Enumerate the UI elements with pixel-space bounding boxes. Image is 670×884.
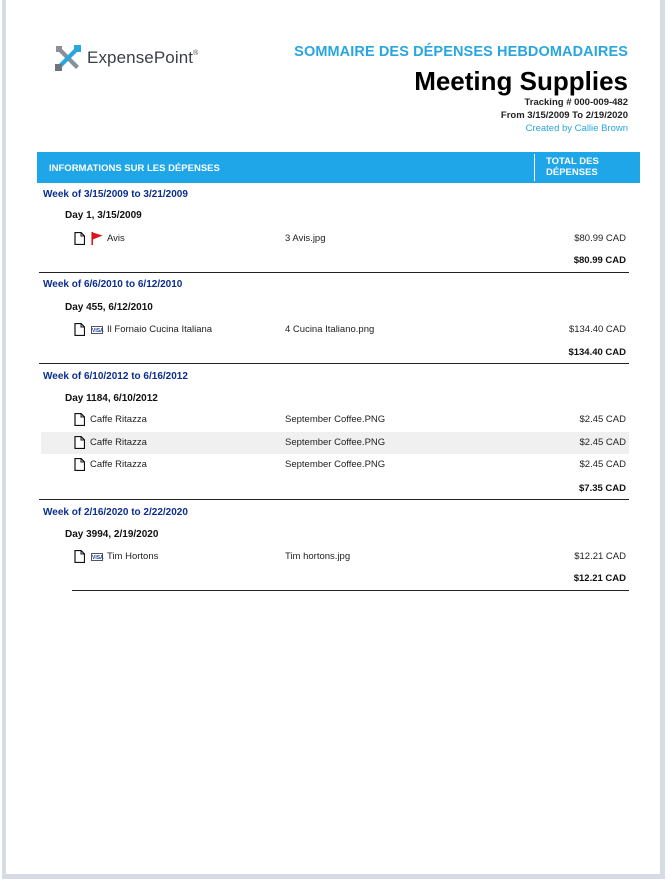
column-divider — [534, 154, 535, 181]
section-divider — [39, 363, 629, 364]
column-header-total: TOTAL DES DÉPENSES — [546, 156, 599, 178]
week-title: Week of 6/6/2010 to 6/12/2010 — [43, 279, 183, 290]
report-header — [294, 44, 628, 134]
week-subtotal: $12.21 CAD — [573, 573, 626, 584]
brand-name: ExpensePoint® — [87, 48, 199, 67]
expense-row[interactable] — [41, 432, 629, 454]
brand-logo — [54, 44, 198, 72]
expense-amount: $2.45 CAD — [579, 459, 626, 470]
receipt-file[interactable]: September Coffee.PNG — [285, 459, 386, 470]
day-title: Day 3994, 2/19/2020 — [65, 529, 159, 540]
column-header-info: INFORMATIONS SUR LES DÉPENSES — [49, 163, 220, 174]
expense-row[interactable] — [41, 546, 629, 568]
document-icon[interactable] — [74, 323, 85, 336]
receipt-file[interactable]: September Coffee.PNG — [285, 414, 386, 425]
document-icon[interactable] — [74, 436, 85, 449]
week-subtotal: $80.99 CAD — [573, 255, 626, 266]
receipt-file[interactable]: 3 Avis.jpg — [285, 233, 326, 244]
expense-row[interactable] — [41, 409, 629, 431]
expense-amount: $12.21 CAD — [574, 551, 626, 562]
visa-card-icon: VISA — [92, 555, 104, 561]
day-title: Day 1, 3/15/2009 — [65, 210, 142, 221]
vendor-name: Caffe Ritazza — [90, 459, 147, 470]
section-divider — [72, 590, 629, 591]
expense-row[interactable] — [41, 319, 629, 341]
flag-icon — [91, 232, 103, 245]
vendor-name: Caffe Ritazza — [90, 437, 147, 448]
document-icon[interactable] — [74, 458, 85, 471]
date-range: From 3/15/2009 To 2/19/2020 — [500, 110, 628, 121]
week-title: Week of 6/10/2012 to 6/16/2012 — [43, 371, 188, 382]
report-type: SOMMAIRE DES DÉPENSES HEBDOMADAIRES — [294, 44, 628, 60]
section-divider — [39, 499, 629, 500]
document-icon[interactable] — [74, 550, 85, 563]
day-title: Day 455, 6/12/2010 — [65, 302, 153, 313]
expense-amount: $2.45 CAD — [579, 414, 626, 425]
expense-amount: $134.40 CAD — [568, 324, 626, 335]
vendor-name: Il Fornaio Cucina Italiana — [107, 324, 213, 335]
expense-amount: $2.45 CAD — [579, 437, 626, 448]
week-subtotal: $7.35 CAD — [579, 483, 626, 494]
week-title: Week of 3/15/2009 to 3/21/2009 — [43, 189, 188, 200]
created-by: Created by Callie Brown — [525, 123, 628, 134]
vendor-name: Caffe Ritazza — [90, 414, 147, 425]
vendor-name: Avis — [107, 233, 125, 244]
expense-amount: $80.99 CAD — [574, 233, 626, 244]
section-divider — [39, 272, 629, 273]
table-header-bar — [37, 152, 640, 183]
document-icon[interactable] — [74, 413, 85, 426]
week-title: Week of 2/16/2020 to 2/22/2020 — [43, 507, 188, 518]
receipt-file[interactable]: September Coffee.PNG — [285, 437, 386, 448]
expensepoint-logo-icon — [54, 44, 82, 72]
receipt-file[interactable]: Tim hortons.jpg — [285, 551, 351, 562]
receipt-file[interactable]: 4 Cucina Italiano.png — [285, 324, 375, 335]
vendor-name: Tim Hortons — [107, 551, 159, 562]
week-subtotal: $134.40 CAD — [568, 347, 626, 358]
expense-row[interactable] — [41, 454, 629, 476]
visa-card-icon: VISA — [92, 328, 104, 334]
expense-row[interactable] — [41, 228, 629, 250]
report-title: Meeting Supplies — [414, 66, 628, 96]
day-title: Day 1184, 6/10/2012 — [65, 393, 158, 404]
tracking-number: Tracking # 000-009-482 — [524, 97, 628, 108]
document-icon[interactable] — [74, 232, 85, 245]
